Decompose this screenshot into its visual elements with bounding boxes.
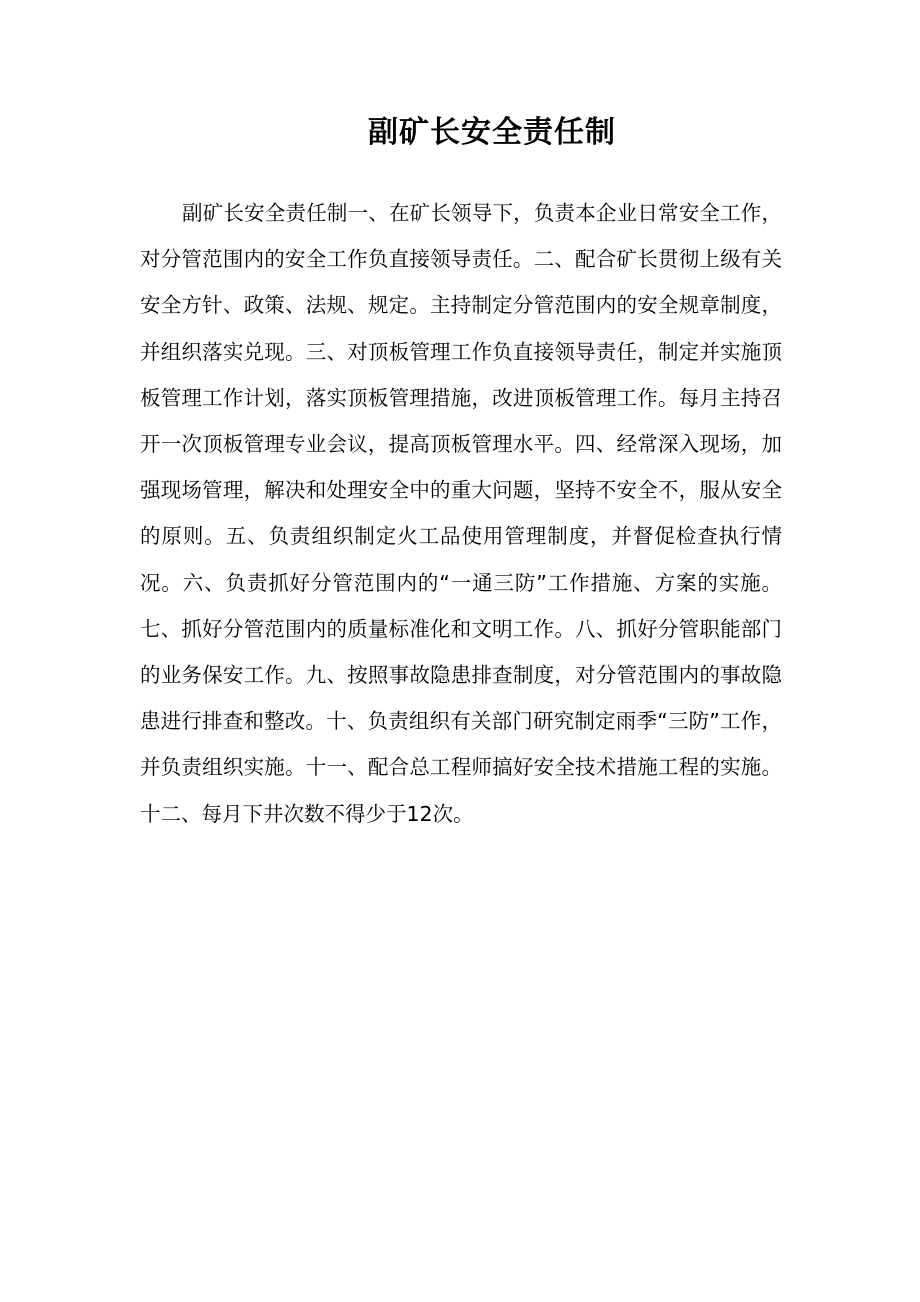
document-title: 副矿长安全责任制 xyxy=(368,115,616,150)
document-body-paragraph: 副矿长安全责任制一、在矿长领导下，负责本企业日常安全工作，对分管范围内的安全工作负直接领导责任。二、配合矿长贯彻上级有关安全方针、政策、法规、规定。主持制定分管范围内的安全规章制度，并组织落实兑现。三、对顶板管理工作负直接领导责任，制定并实施顶板管理工作计划，落实顶板管理措施，改进顶板管理工作。每月主持召开一次顶板管理专业会议，提高顶板管理水平。四、经常深入现场，加强现场管理，解决和处理安全中的重大问题，坚持不安全不，服从安全的原则。五、负责组织制定火工品使用管理制度，并督促检查执行情况。六、负责抓好分管范围内的“一通三防”工作措施、方案的实施。七、抓好分管范围内的质量标准化和文明工作。八、抓好分管职能部门的业务保安工作。九、按照事故隐患排查制度，对分管范围内的事故隐患进行排查和整改。十、负责组织有关部门研究制定雨季“三防”工作，并负责组织实施。十一、配合总工程师搞好安全技术措施工程的实施。十二、每月下井次数不得少于12次。 xyxy=(140,201,782,826)
